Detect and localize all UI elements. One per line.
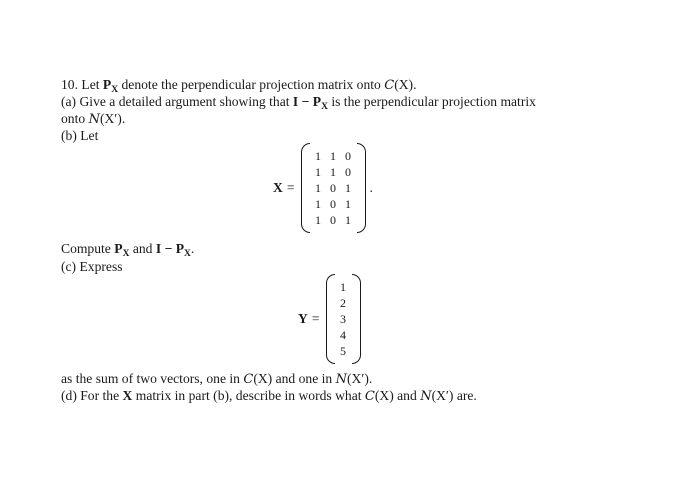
equals-sign: =: [286, 180, 295, 195]
symbol-C: C: [243, 372, 254, 387]
text: (d) For the: [61, 388, 123, 403]
trailing-period: .: [369, 180, 373, 195]
matrix-cell: 1: [315, 181, 321, 195]
symbol-paren-X: (X): [374, 388, 394, 403]
vector-cell: 2: [340, 296, 346, 310]
part-a-line: [61, 93, 536, 113]
left-paren: [301, 143, 310, 233]
symbol-N: N: [420, 389, 432, 404]
symbol-I-minus: I −: [155, 241, 176, 256]
matrix-cell: 1: [345, 181, 351, 195]
matrix-cell: 0: [330, 197, 336, 211]
text: Let: [81, 77, 103, 92]
matrix-label: X: [273, 180, 283, 195]
symbol-sub-X: X: [122, 249, 130, 259]
text: (c) Express: [61, 259, 123, 274]
text: and: [129, 241, 156, 256]
vector-body: [326, 274, 361, 364]
matrix-cell: 0: [330, 181, 336, 195]
text: and one in: [272, 371, 336, 386]
symbol-I-minus: I −: [292, 94, 313, 109]
text: .: [368, 371, 373, 386]
equals-sign: =: [311, 311, 320, 326]
matrix-cell: 1: [345, 213, 351, 227]
text: is the perpendicular projection matrix: [327, 94, 536, 109]
symbol-paren-Xprime: (X′): [431, 388, 454, 403]
symbol-C: C: [384, 78, 395, 93]
matrix-cell: 1: [315, 165, 321, 179]
text: denote the perpendicular projection matrix onto: [118, 77, 385, 92]
part-c-line: [61, 258, 123, 275]
matrix-cell: 0: [345, 165, 351, 179]
vector-label: Y: [298, 311, 308, 326]
text: .: [190, 241, 195, 256]
symbol-paren-Xprime: (X′): [99, 111, 122, 126]
sum-line: [61, 370, 372, 388]
text: Compute: [61, 241, 115, 256]
problem-number: 10.: [61, 77, 78, 92]
part-d-line: [61, 387, 477, 405]
matrix-cell: 1: [315, 149, 321, 163]
text: onto: [61, 111, 89, 126]
matrix-cell: 1: [330, 165, 336, 179]
text: and: [393, 388, 421, 403]
matrix-cell: 1: [315, 197, 321, 211]
right-paren: [352, 274, 361, 364]
symbol-P: P: [175, 241, 185, 256]
symbol-X: X: [122, 388, 133, 403]
text: .: [413, 77, 417, 92]
right-paren: [357, 143, 366, 233]
symbol-N: N: [335, 372, 347, 387]
symbol-paren-Xprime: (X′): [347, 371, 369, 386]
symbol-N: N: [88, 112, 100, 127]
matrix-body: [301, 143, 366, 233]
left-paren: [326, 274, 335, 364]
vector-cell: 1: [340, 280, 346, 294]
text: (a) Give a detailed argument showing that: [61, 94, 293, 109]
matrix-cell: 0: [345, 149, 351, 163]
text: as the sum of two vectors, one in: [61, 371, 244, 386]
symbol-P: P: [312, 94, 322, 109]
vector-cell: 5: [340, 344, 346, 358]
vector-cell: 3: [340, 312, 346, 326]
symbol-sub-X: X: [111, 85, 119, 95]
symbol-paren-X: (X): [253, 371, 273, 386]
matrix-cell: 0: [330, 213, 336, 227]
matrix-cell: 1: [315, 213, 321, 227]
symbol-P: P: [102, 77, 112, 92]
matrix-cell: 1: [330, 149, 336, 163]
matrix-cell: 1: [345, 197, 351, 211]
text: are.: [453, 388, 477, 403]
symbol-C: C: [364, 389, 375, 404]
symbol-sub-X: X: [321, 102, 328, 112]
vector-Y: [298, 274, 361, 364]
compute-line: [61, 240, 194, 260]
part-a-line-2: [61, 110, 125, 128]
symbol-paren-X: (X): [394, 77, 414, 92]
vector-cell: 4: [340, 328, 346, 342]
part-b-line: [61, 127, 98, 144]
matrix-X: [273, 143, 373, 233]
text: .: [121, 111, 126, 126]
text: matrix in part (b), describe in words what: [132, 388, 365, 403]
symbol-sub-X: X: [184, 249, 191, 259]
text: (b) Let: [61, 128, 99, 143]
symbol-P: P: [114, 241, 123, 256]
